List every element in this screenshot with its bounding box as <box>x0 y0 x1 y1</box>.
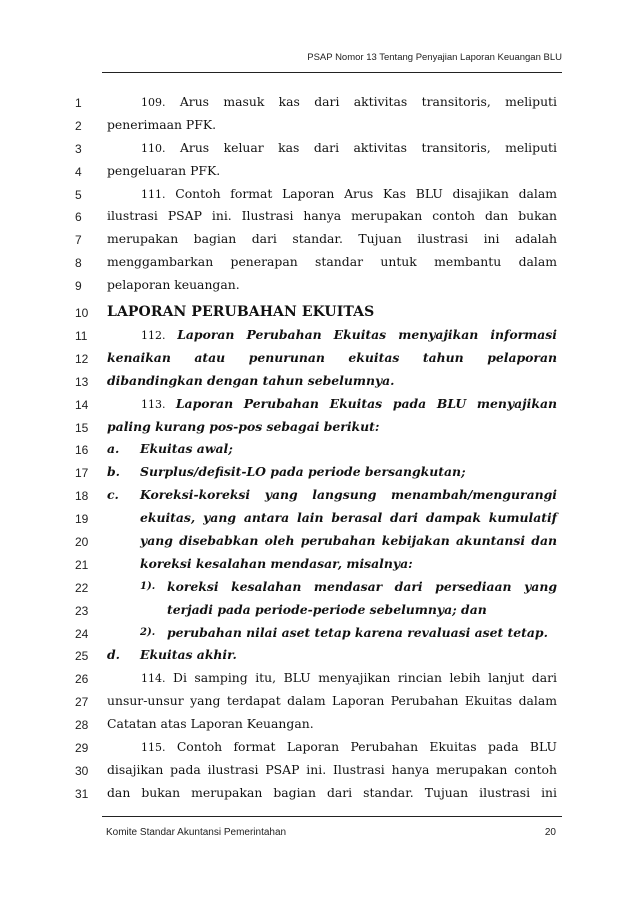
text-line <box>0 691 638 714</box>
line-number: 31 <box>75 786 89 801</box>
line-text: perubahan nilai aset tetap karena revaluasi aset tetap. <box>167 624 548 640</box>
text-line <box>0 417 638 440</box>
line-text: Contoh format Laporan Arus Kas BLU disajikan dalam <box>175 185 557 201</box>
line-text: koreksi kesalahan mendasar, misalnya: <box>140 555 413 571</box>
line-number: 18 <box>75 489 89 504</box>
text-line <box>0 275 638 302</box>
footer-organization: Komite Standar Akuntansi Pemerintahan <box>106 827 287 838</box>
line-number: 7 <box>75 233 82 248</box>
line-text: Contoh format Laporan Perubahan Ekuitas pada BLU <box>176 739 557 755</box>
list-item <box>0 439 638 462</box>
line-text: terjadi pada periode-periode sebelumnya; dan <box>167 601 487 617</box>
line-text: disajikan pada ilustrasi PSAP ini. Ilustrasi hanya merupakan contoh <box>107 761 557 777</box>
line-text: ekuitas, yang antara lain berasal dari dampak kumulatif <box>140 510 557 526</box>
line-number: 1 <box>75 96 82 110</box>
line-number: 29 <box>75 741 89 756</box>
line-number: 12 <box>75 351 89 366</box>
text-line <box>0 229 638 252</box>
line-number: 5 <box>75 187 82 202</box>
line-number: 23 <box>75 603 89 618</box>
text-line <box>0 115 638 138</box>
line-text: paling kurang pos-pos sebagai berikut: <box>107 418 380 434</box>
text-line <box>0 184 638 207</box>
paragraph-number: 110. <box>141 141 166 155</box>
line-text: Arus masuk kas dari aktivitas transitoris, meliputi <box>179 94 557 109</box>
header-title: PSAP Nomor 13 Tentang Penyajian Laporan Keuangan BLU <box>307 52 562 63</box>
paragraph-text <box>141 140 557 157</box>
line-number: 26 <box>75 672 89 687</box>
line-number: 25 <box>75 649 89 664</box>
line-number: 21 <box>75 557 89 572</box>
document-body <box>0 92 638 806</box>
text-line <box>0 760 638 783</box>
list-marker: d. <box>107 647 120 663</box>
line-text: ilustrasi PSAP ini. Ilustrasi hanya merupakan contoh dan bukan <box>107 208 557 224</box>
paragraph-number: 109. <box>141 96 166 109</box>
text-line <box>0 371 638 394</box>
line-number: 6 <box>75 210 82 225</box>
paragraph-text <box>141 94 557 111</box>
paragraph-number: 115. <box>141 741 166 755</box>
paragraph-number: 111. <box>141 187 166 201</box>
line-number: 19 <box>75 512 89 527</box>
paragraph-number: 114. <box>141 672 166 686</box>
paragraph-number: 112. <box>141 329 166 343</box>
line-number: 8 <box>75 256 82 271</box>
list-item <box>0 577 638 600</box>
line-text: pelaporan keuangan. <box>107 277 240 293</box>
text-line <box>0 302 638 325</box>
line-text: Catatan atas Laporan Keuangan. <box>107 716 314 732</box>
line-text: Laporan Perubahan Ekuitas menyajikan informasi <box>177 327 557 343</box>
page-footer <box>102 816 562 845</box>
line-text: Ekuitas awal; <box>140 441 233 457</box>
line-text: yang disebabkan oleh perubahan kebijakan akuntansi dan <box>140 533 557 549</box>
page-header <box>102 52 562 73</box>
paragraph-text <box>141 739 557 756</box>
line-text: kenaikan atau penurunan ekuitas tahun pelaporan <box>107 349 557 365</box>
line-text: penerimaan PFK. <box>107 116 217 132</box>
line-number: 9 <box>75 279 82 294</box>
text-line <box>0 668 638 691</box>
paragraph-text <box>141 186 557 203</box>
text-line <box>0 325 638 348</box>
list-item <box>0 623 638 646</box>
line-text: dibandingkan dengan tahun sebelumnya. <box>107 372 395 388</box>
line-number: 4 <box>75 164 82 179</box>
paragraph-text <box>141 396 557 413</box>
line-number: 30 <box>75 763 89 778</box>
line-number: 16 <box>75 443 89 458</box>
text-line <box>0 206 638 229</box>
text-line <box>0 161 638 184</box>
text-line <box>0 394 638 417</box>
line-text: unsur-unsur yang terdapat dalam Laporan Perubahan Ekuitas dalam <box>107 693 557 709</box>
line-text: Arus keluar kas dari aktivitas transitoris, meliputi <box>179 139 557 155</box>
list-item <box>0 645 638 668</box>
line-text: Surplus/defisit-LO pada periode bersangkutan; <box>140 464 466 480</box>
section-heading: LAPORAN PERUBAHAN EKUITAS <box>107 304 375 321</box>
paragraph-text <box>141 327 557 344</box>
line-number: 17 <box>75 466 89 481</box>
line-number: 3 <box>75 141 82 156</box>
line-number: 14 <box>75 397 89 412</box>
line-text: merupakan bagian dari standar. Tujuan ilustrasi ini adalah <box>107 231 557 247</box>
line-number: 10 <box>75 306 89 321</box>
line-number: 27 <box>75 695 89 710</box>
line-text: menggambarkan penerapan standar untuk membantu dalam <box>107 254 557 270</box>
line-text: Koreksi-koreksi yang langsung menambah/mengurangi <box>140 487 557 503</box>
text-line <box>0 531 638 554</box>
list-item <box>0 485 638 508</box>
list-marker: 2). <box>140 626 156 638</box>
text-line <box>0 783 638 806</box>
text-line <box>0 348 638 371</box>
paragraph-text <box>141 670 557 687</box>
text-line <box>0 737 638 760</box>
list-marker: c. <box>107 487 119 503</box>
line-number: 13 <box>75 374 89 389</box>
line-text: pengeluaran PFK. <box>107 162 221 178</box>
line-number: 11 <box>75 329 88 344</box>
line-number: 22 <box>75 580 89 595</box>
text-line <box>0 138 638 161</box>
line-text: Di samping itu, BLU menyajikan rincian lebih lanjut dari <box>173 670 557 686</box>
text-line <box>0 92 638 115</box>
line-number: 20 <box>75 535 89 550</box>
line-number: 15 <box>75 420 89 435</box>
line-text: dan bukan merupakan bagian dari standar. Tujuan ilustrasi ini <box>107 784 557 800</box>
list-marker: b. <box>107 464 120 480</box>
line-text: Ekuitas akhir. <box>140 647 237 663</box>
text-line <box>0 554 638 577</box>
list-item <box>0 462 638 485</box>
text-line <box>0 714 638 737</box>
line-number: 24 <box>75 626 89 641</box>
line-text: Laporan Perubahan Ekuitas pada BLU menyajikan <box>175 395 557 411</box>
page-number: 20 <box>544 827 556 838</box>
text-line <box>0 252 638 275</box>
line-text: koreksi kesalahan mendasar dari persediaan yang <box>167 578 557 594</box>
list-marker: a. <box>107 441 120 457</box>
paragraph-number: 113. <box>141 397 166 411</box>
list-marker: 1). <box>140 580 156 592</box>
text-line <box>0 508 638 531</box>
text-line <box>0 600 638 623</box>
line-number: 28 <box>75 718 89 733</box>
line-number: 2 <box>75 118 82 133</box>
